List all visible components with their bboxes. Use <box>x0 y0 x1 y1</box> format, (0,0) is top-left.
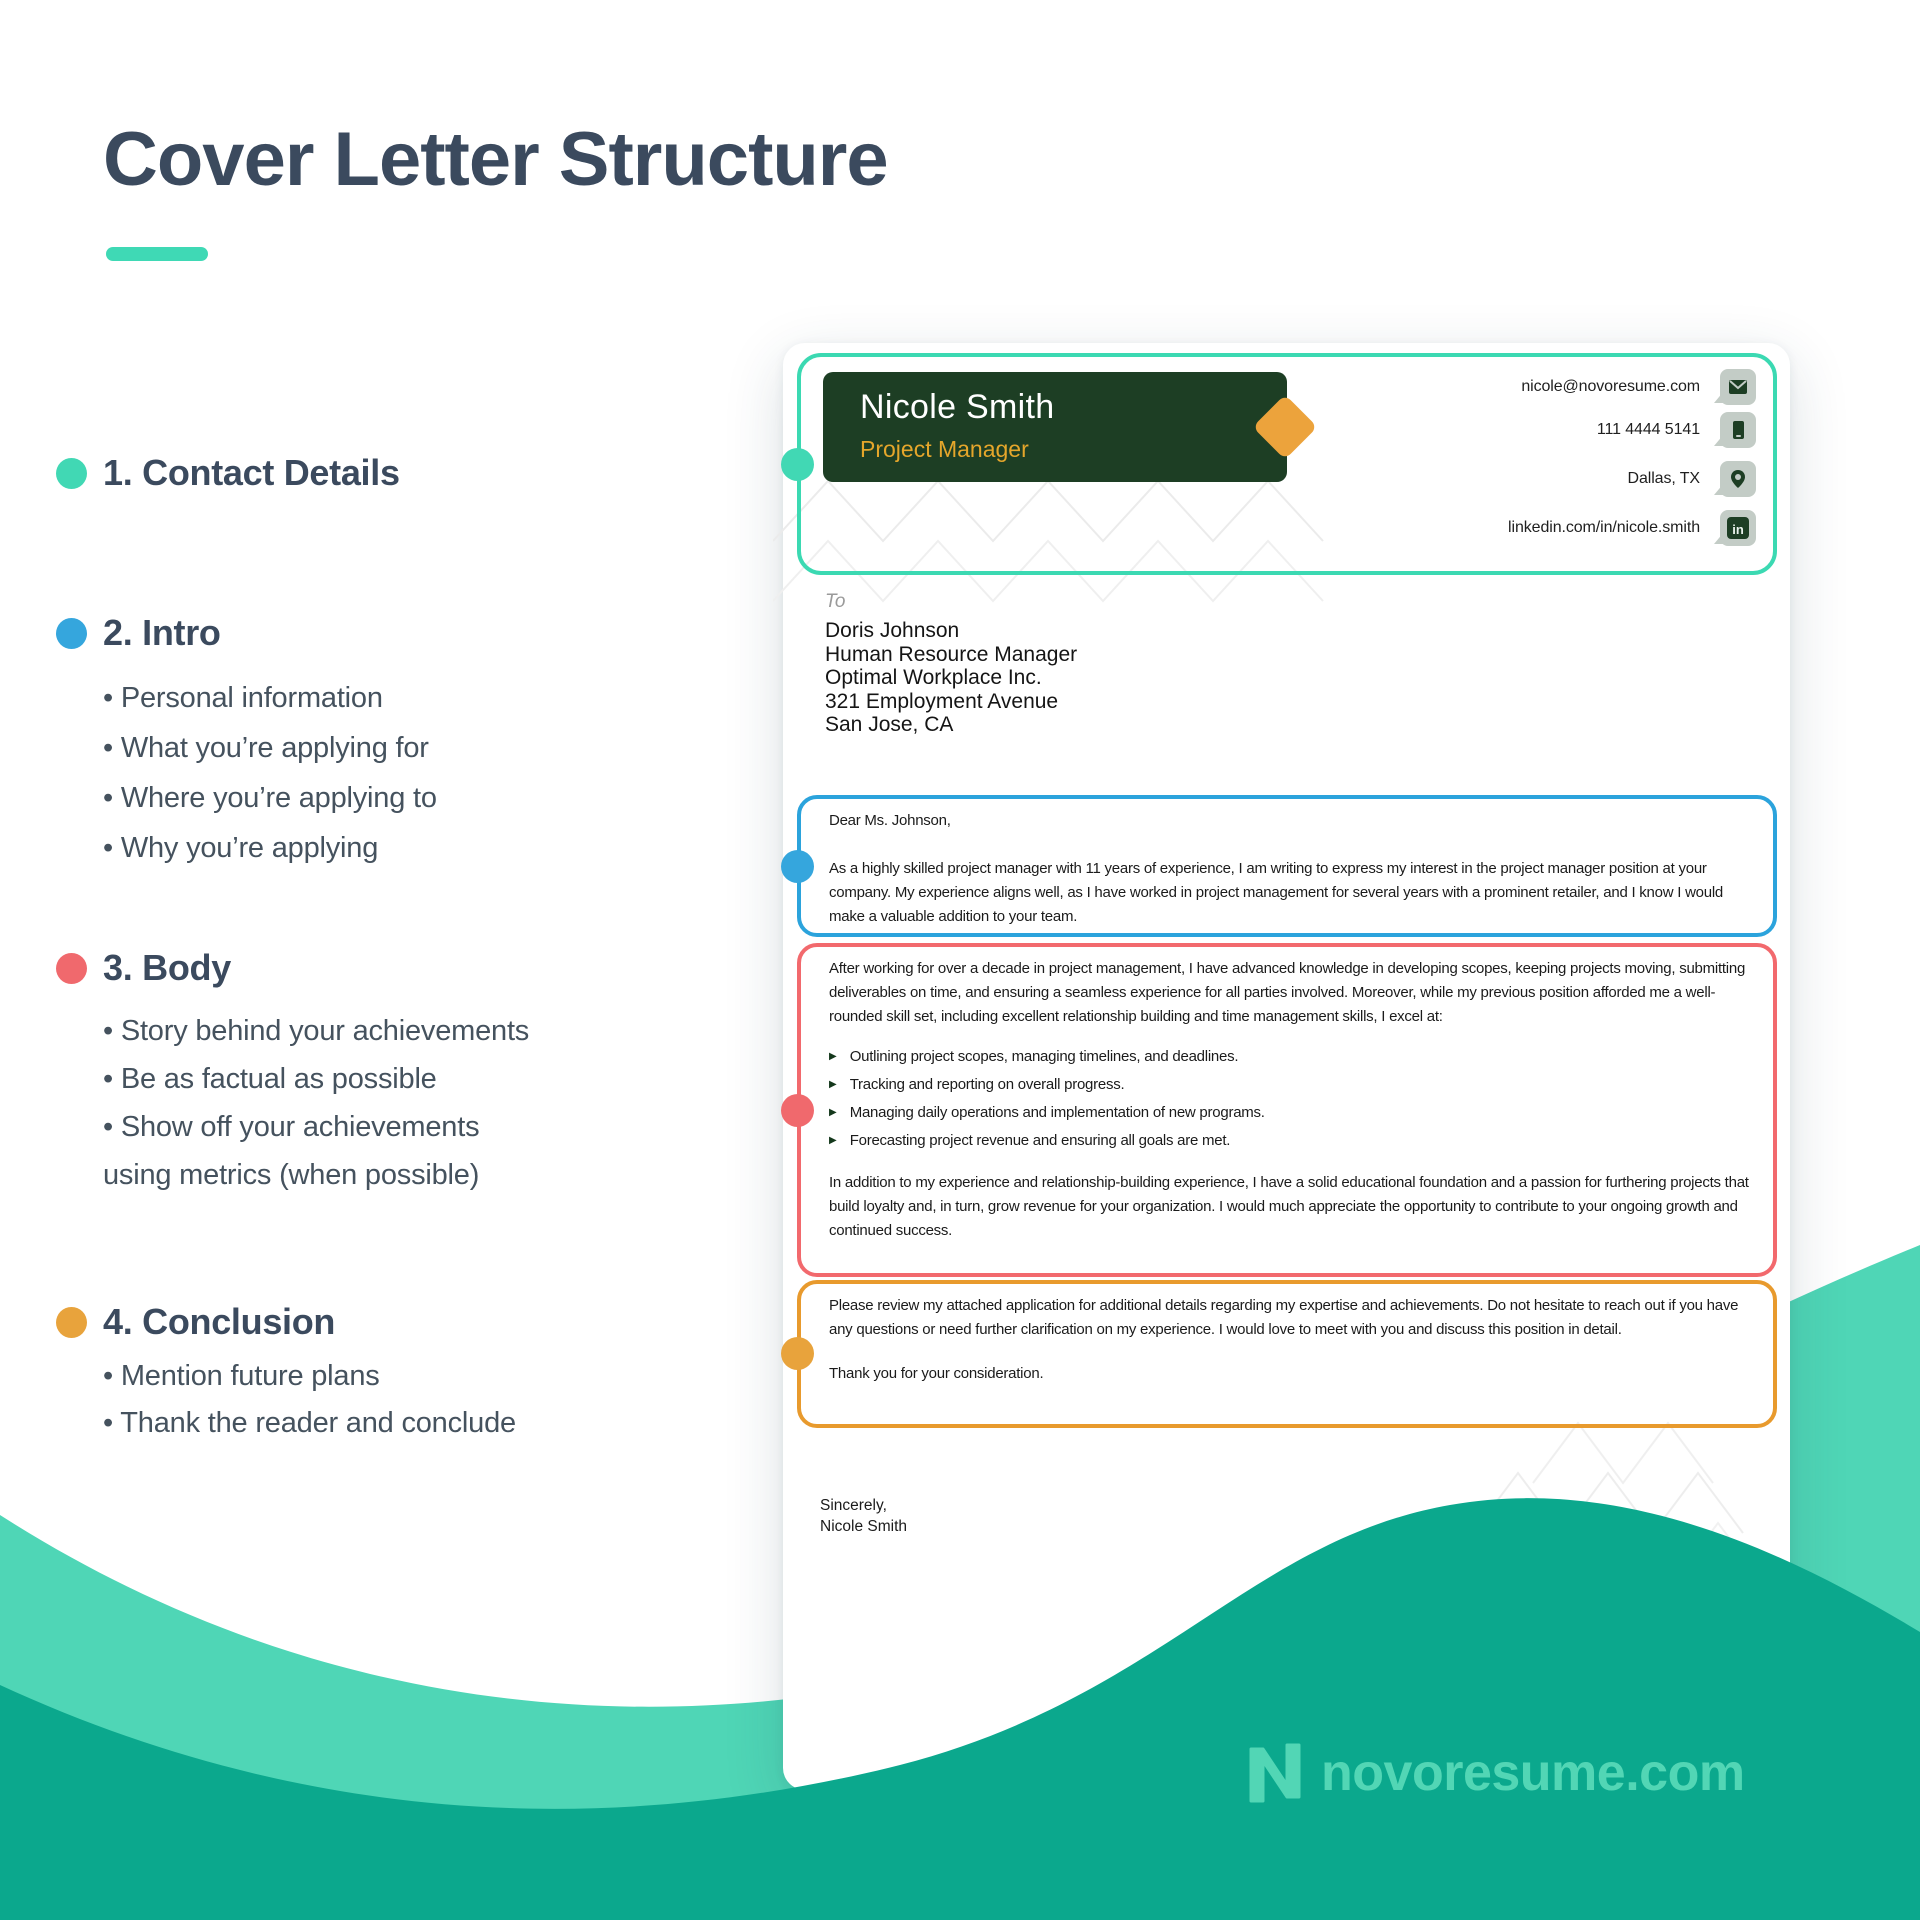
list-item: • Personal information <box>103 673 437 723</box>
email-value: nicole@novoresume.com <box>1521 378 1700 395</box>
list-item-continuation: using metrics (when possible) <box>103 1159 480 1191</box>
sidebar-item-contact-details: 1. Contact Details <box>103 452 400 493</box>
salutation: Dear Ms. Johnson, <box>829 812 951 829</box>
triangle-bullet-icon: ▶ <box>829 1135 837 1146</box>
sidebar-item-body: 3. Body <box>103 947 231 988</box>
brand-name: novoresume.com <box>1321 1744 1745 1802</box>
brand-footer <box>1243 1738 1745 1808</box>
svg-text:in: in <box>1732 522 1744 537</box>
list-item: • Show off your achievements <box>103 1103 529 1151</box>
linkedin-value: linkedin.com/in/nicole.smith <box>1508 519 1700 536</box>
candidate-name: Nicole Smith <box>860 388 1055 426</box>
to-label: To <box>825 591 846 612</box>
letter-bullet: Forecasting project revenue and ensuring all goals are met. <box>849 1132 1231 1149</box>
triangle-bullet-icon: ▶ <box>829 1079 837 1090</box>
intro-paragraph: As a highly skilled project manager with 11 years of experience, I am writing to express my interest in the project manager position at your company. My experience aligns well, as I have worked in project management for several years with a prominent retailer, and I know I would make a valuable addition to your team. <box>829 860 1724 925</box>
recipient-street: 321 Employment Avenue <box>825 689 1059 713</box>
recipient-company: Optimal Workplace Inc. <box>825 666 1042 689</box>
list-item: • Story behind your achievements <box>103 1007 529 1055</box>
thanks-line: Thank you for your consideration. <box>829 1365 1044 1382</box>
recipient-city: San Jose, CA <box>825 713 954 736</box>
novoresume-logo-icon <box>1243 1741 1307 1805</box>
signoff-name: Nicole Smith <box>820 1518 907 1535</box>
phone-value: 111 4444 5141 <box>1596 421 1700 438</box>
triangle-bullet-icon: ▶ <box>829 1107 837 1118</box>
body-paragraph-2: In addition to my experience and relationship-building experience, I have a solid educational foundation and a passion for furthering projects that build loyalty and, in turn, grow revenue for your organization. I would much appreciate the opportunity to contribute to your ongoing growth and continued success. <box>829 1174 1749 1239</box>
letter-bullet: Tracking and reporting on overall progress. <box>849 1076 1125 1093</box>
page-title: Cover Letter Structure <box>103 117 888 202</box>
recipient-title: Human Resource Manager <box>825 642 1078 666</box>
list-item: • Thank the reader and conclude <box>103 1400 516 1447</box>
sidebar-item-conclusion: 4. Conclusion <box>103 1301 336 1342</box>
letter-bullet: Outlining project scopes, managing timelines, and deadlines. <box>849 1048 1239 1065</box>
body-paragraph-1: After working for over a decade in project management, I have advanced knowledge in developing scopes, keeping projects moving, submitting deliverables on time, and ensuring a seamless experience for all parties involved. Moreover, while my previous position afforded me a well-rounded skill set, including excellent relationship building and time management skills, I excel at: <box>829 960 1746 1025</box>
list-item: • Mention future plans <box>103 1353 516 1400</box>
list-item: • Why you’re applying <box>103 823 437 873</box>
sidebar-item-intro: 2. Intro <box>103 612 221 653</box>
conclusion-paragraph: Please review my attached application for additional details regarding my expertise and achievements. Do not hesitate to reach out if you have any questions or need further clarification on my experience. I would love to meet with you and discuss this position in detail. <box>829 1297 1739 1338</box>
triangle-bullet-icon: ▶ <box>829 1051 837 1062</box>
candidate-job-title: Project Manager <box>860 436 1029 462</box>
location-value: Dallas, TX <box>1627 470 1700 487</box>
list-item: • Where you’re applying to <box>103 773 437 823</box>
letter-bullet: Managing daily operations and implementation of new programs. <box>849 1104 1265 1121</box>
recipient-name: Doris Johnson <box>825 619 960 642</box>
list-item: • What you’re applying for <box>103 723 437 773</box>
signoff-sincerely: Sincerely, <box>820 1497 887 1514</box>
list-item: • Be as factual as possible <box>103 1055 529 1103</box>
